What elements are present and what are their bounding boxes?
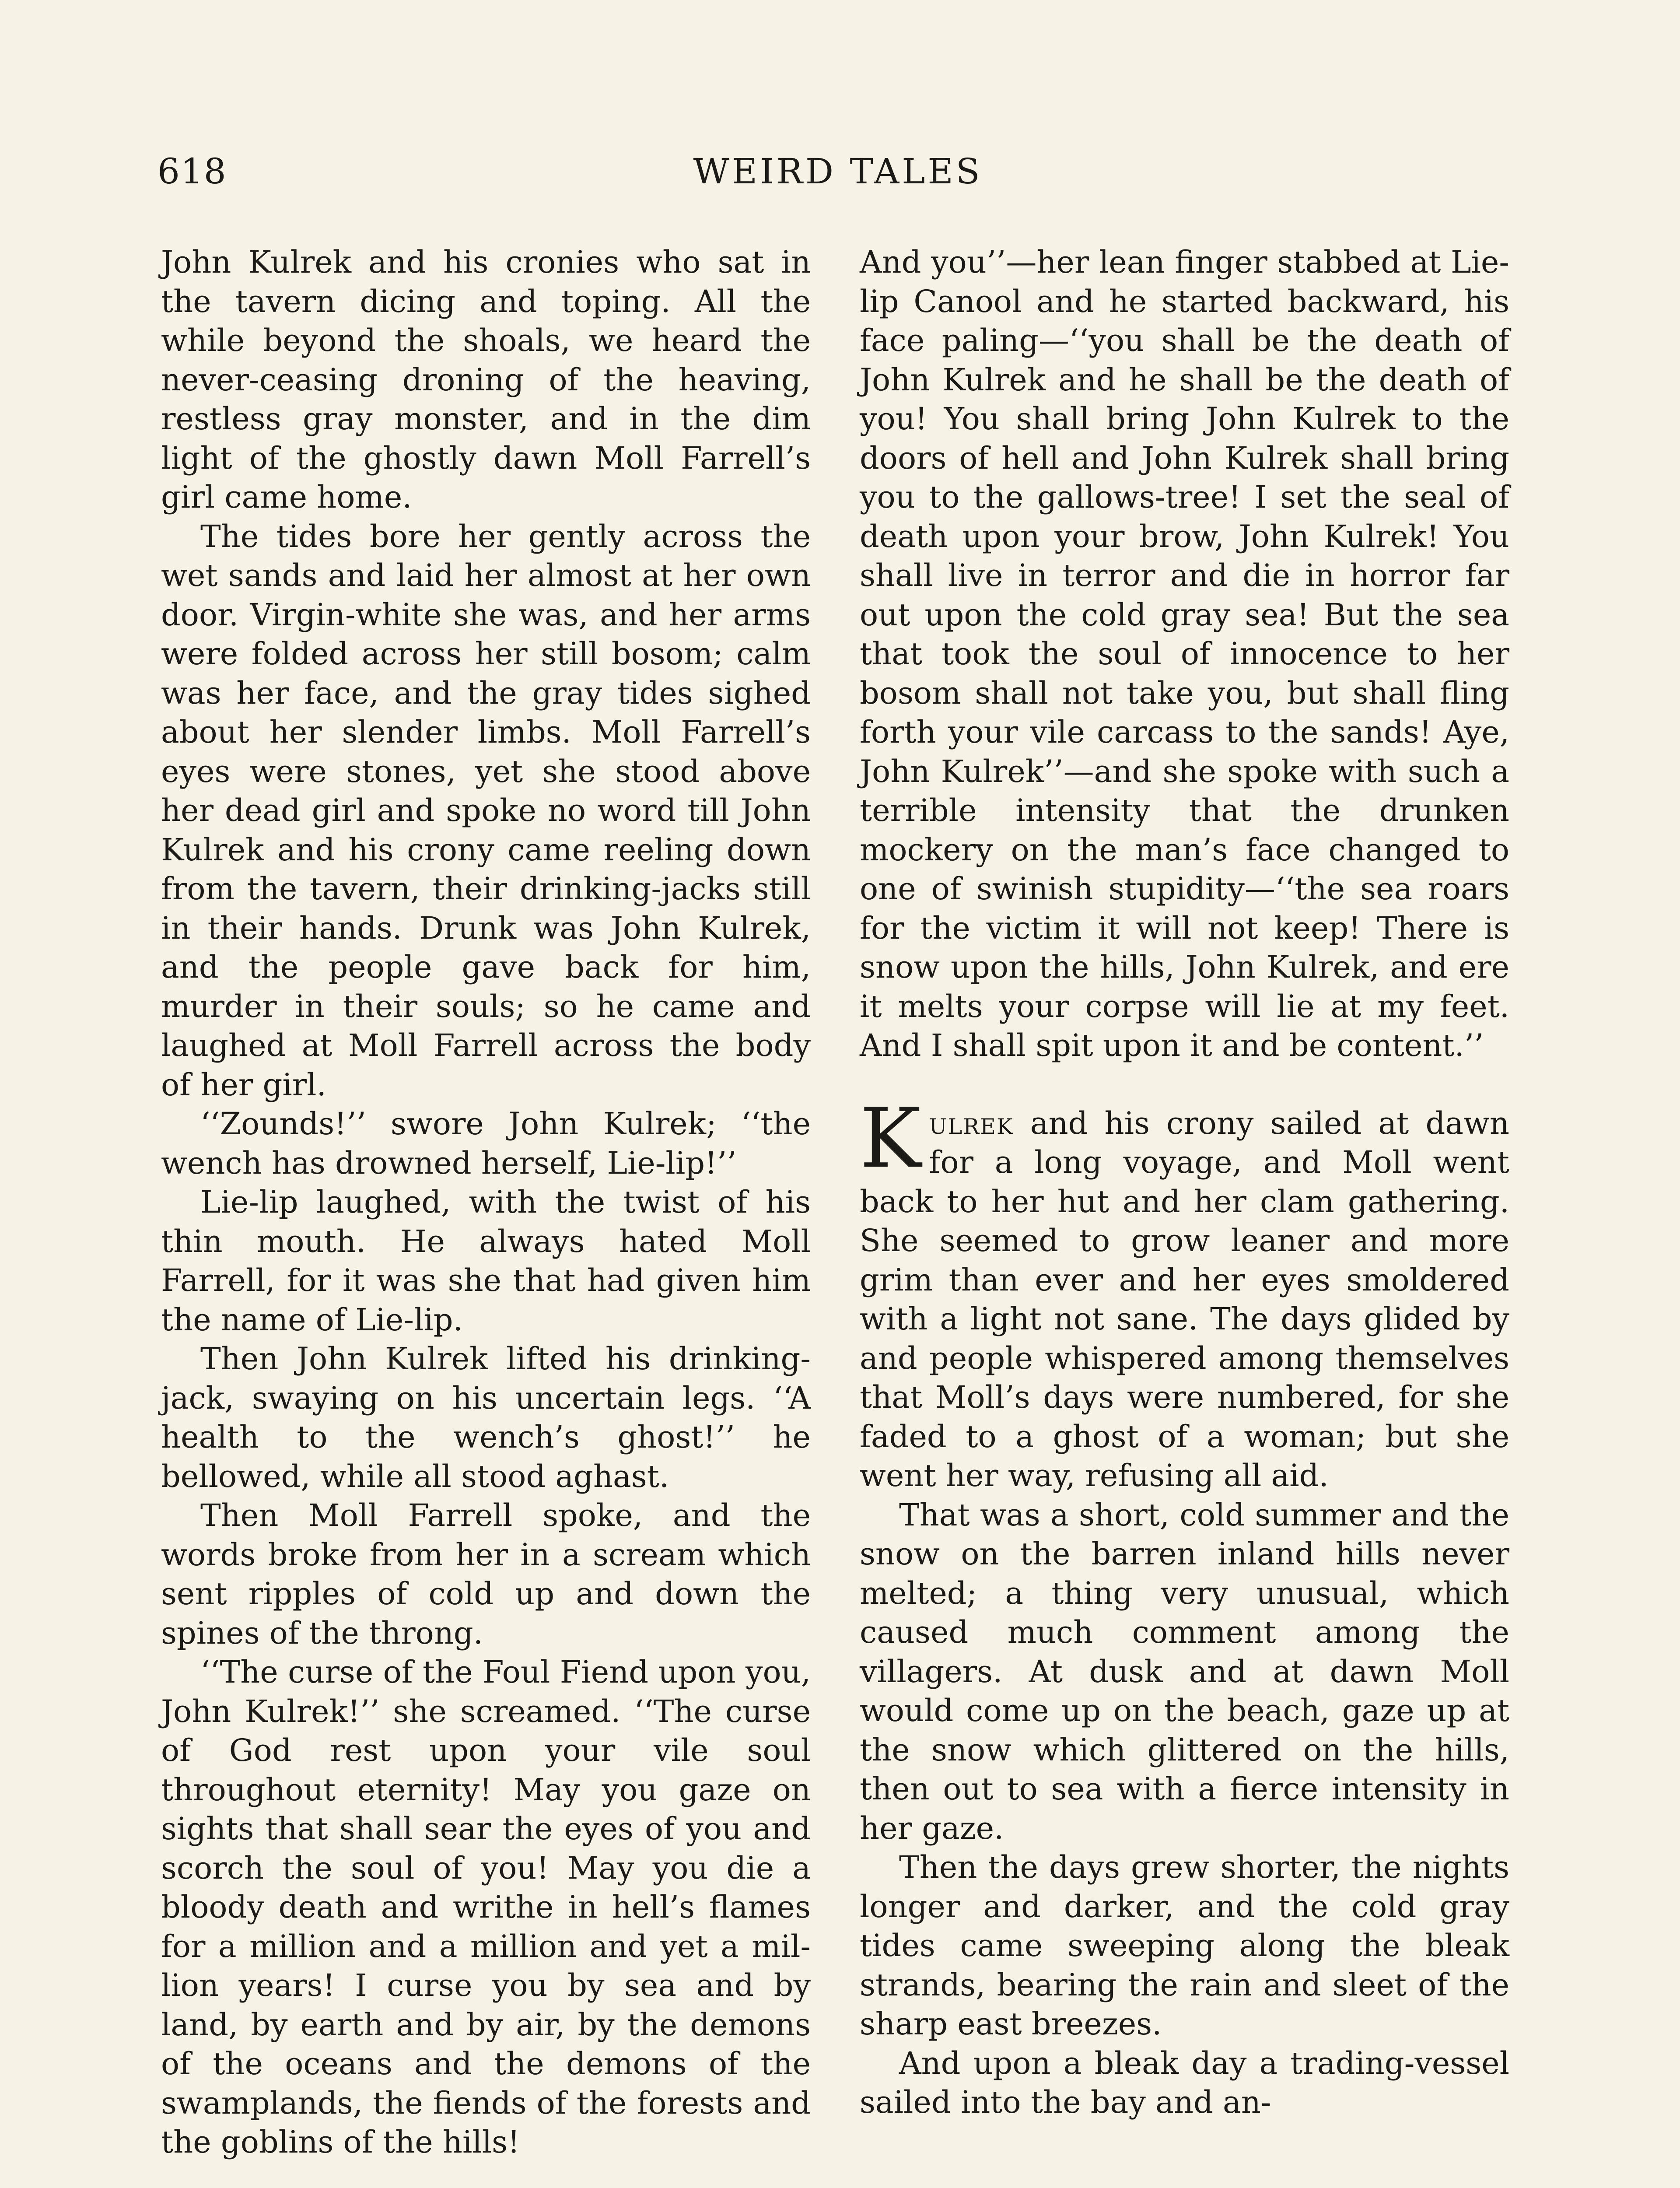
paragraph: The tides bore her gently across the wet sands and laid her almost at her own door. Virgin-white she was, and her arms were folded across her still bosom; calm was her face, and the gray tides sighed about her slender limbs. Moll Farrell’s eyes were stones, yet she stood above her dead girl and spoke no word till John Kulrek and his crony came reeling down from the tavern, their drinking-jacks still in their hands. Drunk was John Kulrek, and the people gave back for him, murder in their souls; so he came and laughed at Moll Farrell across the body of her girl. bbox=[161, 518, 811, 1103]
paragraph: And upon a bleak day a trading-vessel sailed into the bay and an- bbox=[860, 2045, 1509, 2120]
paragraph: Lie-lip laughed, with the twist of his thin mouth. He always hated Moll Farrell, for it was she that had given him the name of Lie-lip. bbox=[161, 1184, 811, 1338]
paragraph: Then Moll Farrell spoke, and the words broke from her in a scream which sent ripples of cold up and down the spines of the throng. bbox=[161, 1497, 811, 1651]
paragraph: John Kulrek and his cronies who sat in the tavern dicing and toping. All the while beyond the shoals, we heard the never-ceasing droning of the heaving, restless gray monster, and in the dim light of the ghostly dawn Moll Farrell’s girl came home. bbox=[161, 244, 811, 515]
paragraph-text: and his crony sailed at dawn for a long voyage, and Moll went back to her hut and her clam gathering. She seemed to grow leaner and more grim than ever and her eyes smoldered with a light not sane. The days glided by and people whispered among themselves that Moll’s days were numbered, for she faded to a ghost of a woman; but she went her way, refusing all aid. bbox=[860, 1105, 1509, 1494]
paragraph: Then John Kulrek lifted his drinking-jack, swaying on his uncertain legs. ‘‘A health to the wench’s ghost!’’ he bellowed, while all stood aghast. bbox=[161, 1341, 811, 1494]
paragraph: ‘‘Zounds!’’ swore John Kulrek; ‘‘the wench has drowned herself, Lie-lip!’’ bbox=[161, 1106, 811, 1181]
running-title: WEIRD TALES bbox=[693, 151, 983, 192]
paragraph: That was a short, cold summer and the snow on the barren inland hills never melted; a thing very unusual, which caused much comment among the villagers. At dusk and at dawn Moll would come up on the beach, gaze up at the snow which glittered on the hills, then out to sea with a fierce intensity in her gaze. bbox=[860, 1497, 1509, 1846]
paragraph: And you’’—her lean finger stabbed at Lie-lip Canool and he started backward, his face paling—‘‘you shall be the death of John Kulrek and he shall be the death of you! You shall bring John Kulrek to the doors of hell and John Kulrek shall bring you to the gallows-tree! I set the seal of death upon your brow, John Kulrek! You shall live in terror and die in horror far out upon the cold gray sea! But the sea that took the soul of innocence to her bosom shall not take you, but shall fling forth your vile carcass to the sands! Aye, John Kulrek’’—and she spoke with such a terrible intensity that the drunken mockery on the man’s face changed to one of swinish stupidity—‘‘the sea roars for the victim it will not keep! There is snow upon the hills, John Kulrek, and ere it melts your corpse will lie at my feet. And I shall spit upon it and be content.’’ bbox=[860, 244, 1509, 1063]
paragraph: ‘‘The curse of the Foul Fiend upon you, John Kulrek!’’ she screamed. ‘‘The curse of God rest upon your vile soul throughout eternity! May you gaze on sights that shall sear the eyes of you and scorch the soul of you! May you die a bloody death and writhe in hell’s flames for a million and a million and yet a million years! I curse you by sea and by land, by earth and by air, by the demons of the oceans and the demons of the swamplands, the fiends of the forests and the goblins of the hills! bbox=[161, 1654, 811, 2160]
paragraph: Then the days grew shorter, the nights longer and darker, and the cold gray tides came sweeping along the bleak strands, bearing the rain and sleet of the sharp east breezes. bbox=[860, 1849, 1509, 2042]
page-header bbox=[158, 151, 1518, 199]
text-column-left bbox=[161, 243, 811, 2162]
page-number: 618 bbox=[158, 151, 227, 192]
drop-cap: K bbox=[860, 1090, 921, 1186]
small-caps-word: ulrek bbox=[929, 1105, 1014, 1141]
text-column-right bbox=[860, 243, 1509, 2122]
section-opening-paragraph bbox=[860, 1090, 1509, 1496]
